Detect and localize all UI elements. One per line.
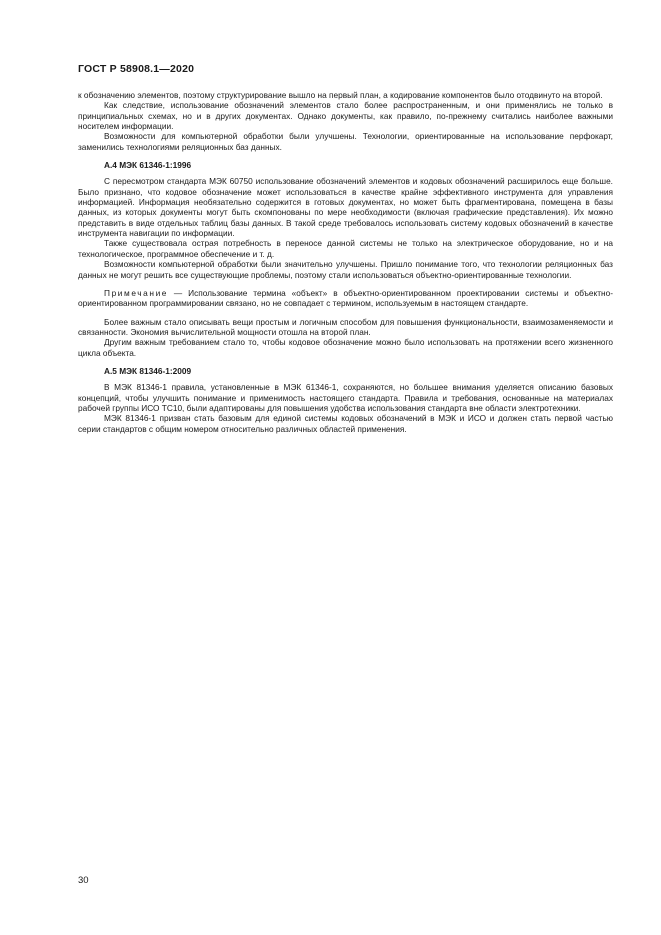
paragraph: Более важным стало описывать вещи простым и логичным способом для повышения функциональности, взаимозаменяемости и связанности. Экономия вычислительной мощности отошла на второй план.	[78, 316, 613, 337]
note-label: Примечание	[104, 287, 169, 298]
paragraph: С пересмотром стандарта МЭК 60750 использование обозначений элементов и кодовых обозначений расширилось еще больше. Было признано, что кодовое обозначение может использоваться в качестве крайне эффективного инструмента для управления информацией. Информация необязательно содержится в готовых документах, но может быть фрагментирована, помещена в базы данных, из которых документы могут быть скомпонованы по мере необходимости (включая графические представления). Их можно представить в виде отдельных таблиц базы данных. В такой среде требовалось использовать систему кодовых обозначений в качестве инструмента навигации по информации.	[78, 176, 613, 239]
paragraph: Возможности для компьютерной обработки были улучшены. Технологии, ориентированные на использование перфокарт, заменились технологиями реляционных баз данных.	[78, 131, 613, 152]
paragraph: Другим важным требованием стало то, чтобы кодовое обозначение можно было использовать на протяжении всего жизненного цикла объекта.	[78, 337, 613, 358]
page-header-standard-id: ГОСТ Р 58908.1—2020	[78, 63, 195, 75]
paragraph: Возможности компьютерной обработки были значительно улучшены. Пришло понимание того, что технологии реляционных баз данных не могут решить все существующие проблемы, поэтому стали использоваться объектно-ориентированные технологии.	[78, 259, 613, 280]
note-text: — Использование термина «объект» в объектно-ориентированном проектировании системы и объектно-ориентированном программировании связано, но не совпадает с термином, используемым в настоящем стандарте.	[78, 287, 613, 309]
paragraph: В МЭК 81346-1 правила, установленные в МЭК 61346-1, сохраняются, но большее внимания уделяется описанию базовых концепций, чтобы улучшить понимание и применимость настоящего стандарта. Правила и требования, основанные на материалах рабочей группы ИСО ТС10, были адаптированы для повышения удобства использования стандарта вне области электротехники.	[78, 382, 613, 413]
paragraph: Также существовала острая потребность в переносе данной системы не только на электрическое оборудование, но и на технологическое, программное обеспечение и т. д.	[78, 238, 613, 259]
paragraph: МЭК 81346-1 призван стать базовым для единой системы кодовых обозначений в МЭК и ИСО и должен стать первой частью серии стандартов с общим номером относительно различных областей применения.	[78, 413, 613, 434]
page-content	[78, 90, 613, 434]
page-number: 30	[78, 875, 89, 886]
paragraph: Как следствие, использование обозначений элементов стало более распространенным, и они применялись не только в принципиальных схемах, но и в других документах. Однако документы, как правило, по-прежнему считались наиболее важными носителем информации.	[78, 100, 613, 132]
section-heading-a4: А.4 МЭК 61346-1:1996	[104, 160, 192, 171]
note-block	[78, 288, 613, 309]
paragraph: к обозначению элементов, поэтому структурирование вышло на первый план, а кодирование компонентов было отодвинуто на второй.	[78, 90, 603, 100]
section-heading-a5: А.5 МЭК 81346-1:2009	[104, 365, 192, 376]
